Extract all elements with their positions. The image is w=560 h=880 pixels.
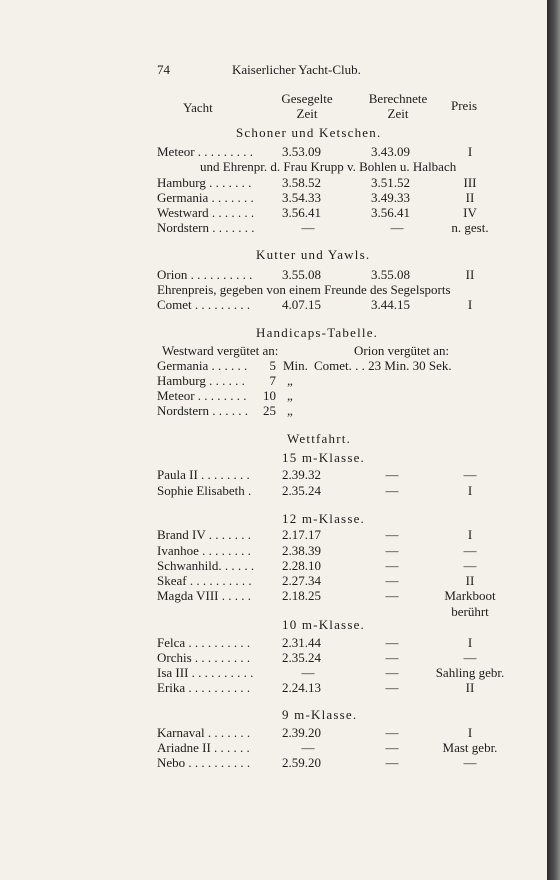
- prize: I: [467, 527, 473, 542]
- sailed-time: 2.18.25: [282, 588, 321, 603]
- calc-time: 3.55.08: [371, 267, 410, 282]
- prize: I: [467, 483, 473, 498]
- prize: n. gest.: [451, 220, 489, 235]
- col-sailed-2: Zeit: [296, 106, 318, 121]
- yacht-name: Ariadne II . . . . . .: [157, 740, 250, 755]
- calc-time: —: [385, 680, 399, 695]
- handicap-left-head: Westward vergütet an:: [162, 343, 279, 358]
- handicap-right-head: Orion vergütet an:: [354, 343, 450, 358]
- handicap-value: 10: [263, 388, 276, 403]
- prize: II: [465, 267, 475, 282]
- calc-time: 3.56.41: [371, 205, 410, 220]
- handicap-right-line: Comet. . . 23 Min. 30 Sek.: [314, 358, 452, 373]
- col-sailed-1: Gesegelte: [281, 91, 333, 106]
- calc-time: —: [385, 558, 399, 573]
- prize: —: [463, 467, 477, 482]
- calc-time: 3.49.33: [371, 190, 410, 205]
- prize: IV: [463, 205, 477, 220]
- sailed-time: 2.39.20: [282, 725, 321, 740]
- yacht-name: Nordstern . . . . . .: [157, 403, 248, 418]
- handicap-unit: „: [287, 388, 293, 403]
- prize: I: [467, 725, 473, 740]
- prize: Mast gebr.: [442, 740, 498, 755]
- prize: II: [465, 190, 475, 205]
- calc-time: —: [385, 467, 399, 482]
- sailed-time: 2.38.39: [282, 543, 321, 558]
- running-title: Kaiserlicher Yacht-Club.: [232, 62, 361, 77]
- yacht-name: Nebo . . . . . . . . . .: [157, 755, 251, 770]
- sailed-time: 2.28.10: [282, 558, 321, 573]
- yacht-name: Erika . . . . . . . . . .: [157, 680, 251, 695]
- sailed-time: 3.53.09: [282, 144, 321, 159]
- prize: III: [463, 175, 477, 190]
- handicap-value: 7: [269, 373, 276, 388]
- section-title: Handicaps-Tabelle.: [256, 325, 379, 340]
- section-title: Schoner und Ketschen.: [236, 125, 382, 140]
- section-title: Kutter und Yawls.: [256, 247, 371, 262]
- prize: II: [465, 573, 475, 588]
- class-label: 9 m-Klasse.: [282, 707, 358, 722]
- yacht-name: Comet . . . . . . . . .: [157, 297, 251, 312]
- yacht-name: Sophie Elisabeth .: [157, 483, 252, 498]
- yacht-name: Paula II . . . . . . . .: [157, 467, 250, 482]
- calc-time: —: [385, 635, 399, 650]
- sailed-time: 2.31.44: [282, 635, 321, 650]
- calc-time: —: [385, 725, 399, 740]
- sailed-time: 2.35.24: [282, 650, 321, 665]
- yacht-name: Hamburg . . . . . .: [157, 373, 245, 388]
- yacht-name: Felca . . . . . . . . . .: [157, 635, 251, 650]
- prize: I: [467, 635, 473, 650]
- handicap-unit: „: [287, 403, 293, 418]
- sailed-time: 2.17.17: [282, 527, 321, 542]
- yacht-name: Orchis . . . . . . . . .: [157, 650, 251, 665]
- honor-note: Ehrenpreis, gegeben von einem Freunde des Segelsports: [157, 282, 451, 297]
- sailed-time: 3.58.52: [282, 175, 321, 190]
- calc-time: —: [385, 650, 399, 665]
- col-calc-1: Berechnete: [368, 91, 428, 106]
- col-yacht: Yacht: [183, 100, 213, 115]
- col-prize: Preis: [451, 98, 477, 113]
- calc-time: —: [385, 573, 399, 588]
- col-calc-2: Zeit: [387, 106, 409, 121]
- prize: —: [463, 558, 477, 573]
- sailed-time: 3.54.33: [282, 190, 321, 205]
- section-title: Wettfahrt.: [287, 431, 352, 446]
- handicap-unit: „: [287, 373, 293, 388]
- yacht-name: Schwanhild. . . . . .: [157, 558, 255, 573]
- class-label: 10 m-Klasse.: [282, 617, 365, 632]
- yacht-name: Skeaf . . . . . . . . . .: [157, 573, 252, 588]
- handicap-value: 25: [263, 403, 276, 418]
- calc-time: 3.43.09: [371, 144, 410, 159]
- prize: I: [467, 144, 473, 159]
- prize: Sahling gebr.: [435, 665, 505, 680]
- sailed-time: 2.39.32: [282, 467, 321, 482]
- sailed-time: 2.59.20: [282, 755, 321, 770]
- prize: —: [463, 650, 477, 665]
- sailed-time: 2.27.34: [282, 573, 321, 588]
- yacht-name: Karnaval . . . . . . .: [157, 725, 251, 740]
- book-spine-edge: [547, 0, 560, 880]
- sailed-time: 3.56.41: [282, 205, 321, 220]
- calc-time: —: [390, 220, 404, 235]
- calc-time: —: [385, 483, 399, 498]
- sailed-time: —: [301, 665, 315, 680]
- yacht-name: Brand IV . . . . . . .: [157, 527, 252, 542]
- honor-note: und Ehrenpr. d. Frau Krupp v. Bohlen u. Halbach: [200, 159, 457, 174]
- class-label: 12 m-Klasse.: [282, 511, 365, 526]
- yacht-name: Germania . . . . . .: [157, 358, 248, 373]
- calc-time: —: [385, 588, 399, 603]
- class-label: 15 m-Klasse.: [282, 450, 365, 465]
- calc-time: 3.44.15: [371, 297, 410, 312]
- sailed-time: 2.35.24: [282, 483, 321, 498]
- handicap-value: 5: [269, 358, 276, 373]
- prize-note: berührt: [451, 604, 489, 619]
- sailed-time: —: [301, 220, 315, 235]
- yacht-name: Hamburg . . . . . . .: [157, 175, 252, 190]
- yacht-name: Westward . . . . . . .: [157, 205, 255, 220]
- calc-time: —: [385, 740, 399, 755]
- sailed-time: —: [301, 740, 315, 755]
- calc-time: —: [385, 665, 399, 680]
- sailed-time: 3.55.08: [282, 267, 321, 282]
- sailed-time: 4.07.15: [282, 297, 321, 312]
- sailed-time: 2.24.13: [282, 680, 321, 695]
- prize: II: [465, 680, 475, 695]
- yacht-name: Nordstern . . . . . . .: [157, 220, 255, 235]
- calc-time: —: [385, 543, 399, 558]
- yacht-name: Orion . . . . . . . . . .: [157, 267, 253, 282]
- calc-time: —: [385, 527, 399, 542]
- calc-time: —: [385, 755, 399, 770]
- calc-time: 3.51.52: [371, 175, 410, 190]
- yacht-name: Meteor . . . . . . . . .: [157, 144, 254, 159]
- yacht-name: Ivanhoe . . . . . . . .: [157, 543, 251, 558]
- yacht-name: Meteor . . . . . . . .: [157, 388, 247, 403]
- page-number: 74: [157, 62, 170, 77]
- yacht-name: Magda VIII . . . . .: [157, 588, 251, 603]
- prize: I: [467, 297, 473, 312]
- yacht-name: Germania . . . . . . .: [157, 190, 254, 205]
- prize: Markboot: [444, 588, 496, 603]
- prize: —: [463, 543, 477, 558]
- prize: —: [463, 755, 477, 770]
- yacht-name: Isa III . . . . . . . . . .: [157, 665, 254, 680]
- handicap-unit: Min.: [283, 358, 308, 373]
